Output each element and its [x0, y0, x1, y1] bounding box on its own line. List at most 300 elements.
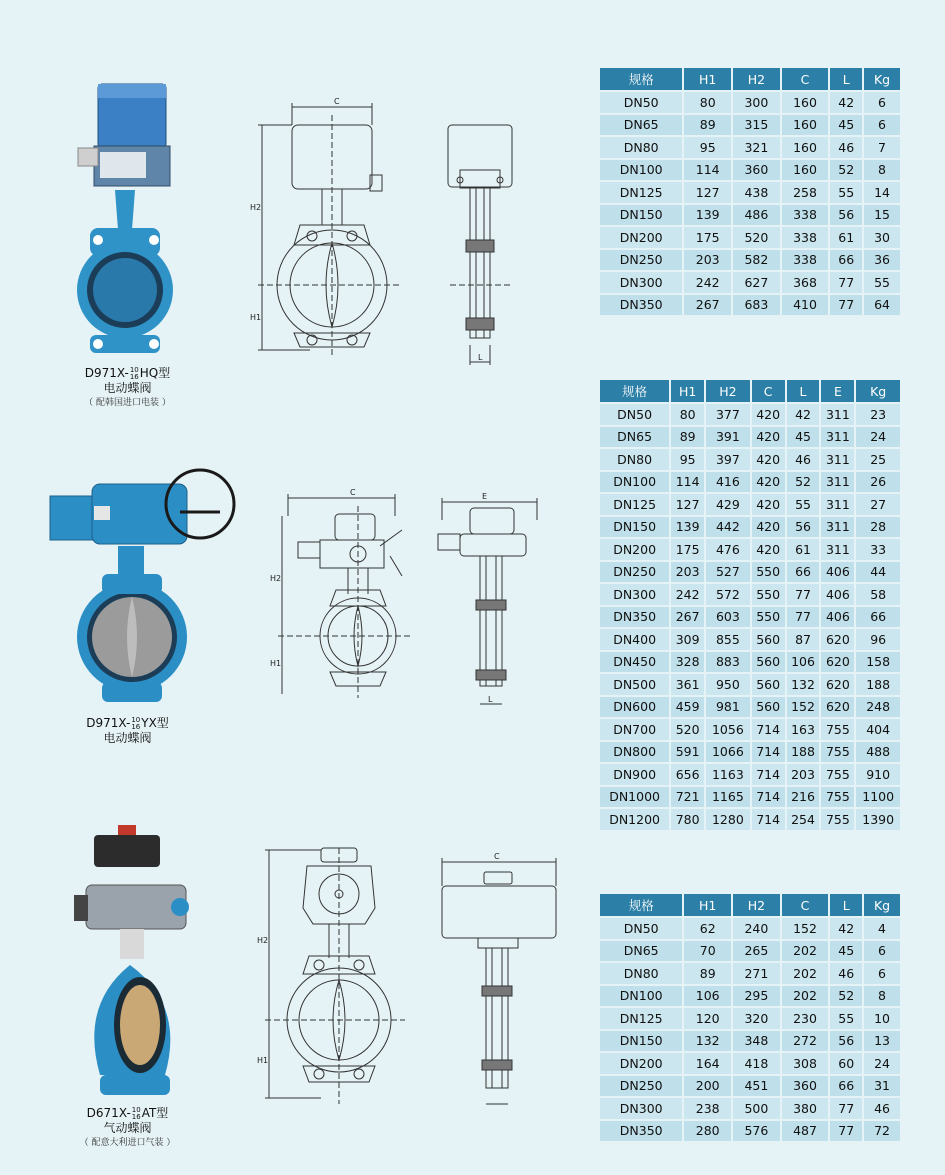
- valve-side-drawing-2: [432, 490, 552, 710]
- dim-c: C: [494, 852, 500, 861]
- table-header-row: [599, 379, 901, 403]
- dim-h2: H2: [257, 936, 269, 945]
- valve-front-drawing-1: [250, 95, 410, 365]
- table-cell: 267: [683, 294, 732, 317]
- table-row: [599, 718, 901, 741]
- pneumatic-valve-photo-3: [70, 825, 195, 1100]
- table-cell: 72: [863, 1120, 901, 1143]
- table-cell: 55: [829, 181, 863, 204]
- table-cell: 451: [732, 1075, 781, 1098]
- table-cell: DN150: [599, 1030, 683, 1053]
- table-cell: 175: [670, 538, 705, 561]
- table-cell: 14: [863, 181, 901, 204]
- table-header-cell: E: [820, 379, 855, 403]
- table-cell: 272: [781, 1030, 830, 1053]
- table-cell: 152: [786, 696, 821, 719]
- table-cell: 163: [786, 718, 821, 741]
- table-header-cell: H1: [670, 379, 705, 403]
- table-cell: 6: [863, 114, 901, 137]
- table-cell: 311: [820, 448, 855, 471]
- table-row: [599, 159, 901, 182]
- table-cell: 755: [820, 808, 855, 831]
- table-header-cell: Kg: [855, 379, 901, 403]
- table-cell: DN600: [599, 696, 670, 719]
- table-row: [599, 471, 901, 494]
- table-cell: 52: [829, 985, 863, 1008]
- table-cell: 56: [829, 204, 863, 227]
- dim-h1: H1: [250, 313, 262, 322]
- table-cell: 64: [863, 294, 901, 317]
- table-cell: 66: [855, 606, 901, 629]
- table-cell: 25: [855, 448, 901, 471]
- table-header-cell: C: [781, 893, 830, 917]
- table-cell: 338: [781, 204, 830, 227]
- table-cell: 160: [781, 114, 830, 137]
- table-cell: 560: [751, 651, 786, 674]
- table-cell: 6: [863, 91, 901, 114]
- table-cell: 265: [732, 940, 781, 963]
- table-row: [599, 651, 901, 674]
- table-cell: 1163: [705, 763, 751, 786]
- table-cell: 55: [863, 271, 901, 294]
- table-cell: 56: [786, 516, 821, 539]
- table-cell: 683: [732, 294, 781, 317]
- table-cell: 56: [829, 1030, 863, 1053]
- table-cell: 476: [705, 538, 751, 561]
- table-cell: 755: [820, 763, 855, 786]
- table-cell: 55: [786, 493, 821, 516]
- table-cell: 46: [863, 1097, 901, 1120]
- table-cell: 520: [732, 226, 781, 249]
- product-name: 气动蝶阀: [103, 1121, 152, 1135]
- table-row: [599, 426, 901, 449]
- table-cell: 406: [820, 583, 855, 606]
- table-cell: 1165: [705, 786, 751, 809]
- table-cell: 216: [786, 786, 821, 809]
- table-cell: DN80: [599, 448, 670, 471]
- table-cell: 42: [786, 403, 821, 426]
- table-cell: DN100: [599, 471, 670, 494]
- table-row: [599, 1075, 901, 1098]
- table-header-cell: 规格: [599, 379, 670, 403]
- table-cell: 500: [732, 1097, 781, 1120]
- table-header-row: [599, 893, 901, 917]
- spec-table-1: [598, 66, 902, 317]
- table-cell: DN450: [599, 651, 670, 674]
- table-cell: DN1200: [599, 808, 670, 831]
- dim-h2: H2: [270, 574, 282, 583]
- dim-l: L: [478, 353, 483, 362]
- table-cell: DN400: [599, 628, 670, 651]
- table-row: [599, 1052, 901, 1075]
- table-cell: 420: [751, 538, 786, 561]
- table-cell: DN100: [599, 985, 683, 1008]
- table-cell: 106: [683, 985, 732, 1008]
- table-cell: 200: [683, 1075, 732, 1098]
- table-row: [599, 962, 901, 985]
- table-cell: 46: [829, 136, 863, 159]
- table-cell: 620: [820, 651, 855, 674]
- table-cell: 721: [670, 786, 705, 809]
- table-row: [599, 493, 901, 516]
- table-cell: 1056: [705, 718, 751, 741]
- table-cell: 89: [683, 114, 732, 137]
- table-row: [599, 1007, 901, 1030]
- table-row: [599, 940, 901, 963]
- table-cell: 420: [751, 471, 786, 494]
- table-header-cell: H2: [732, 67, 781, 91]
- table-cell: 175: [683, 226, 732, 249]
- table-cell: DN350: [599, 1120, 683, 1143]
- table-cell: 406: [820, 561, 855, 584]
- table-cell: DN300: [599, 271, 683, 294]
- product-name: 电动蝶阀: [103, 731, 152, 745]
- table-cell: DN350: [599, 294, 683, 317]
- valve-side-drawing-3: [436, 850, 561, 1110]
- product-note: （ 配韩国进口电装 ）: [84, 398, 171, 408]
- table-cell: 420: [751, 403, 786, 426]
- table-cell: 855: [705, 628, 751, 651]
- table-cell: 1066: [705, 741, 751, 764]
- table-cell: 188: [786, 741, 821, 764]
- table-cell: 7: [863, 136, 901, 159]
- table-cell: 52: [786, 471, 821, 494]
- valve-front-drawing-2: [270, 486, 420, 706]
- dim-h2: H2: [250, 203, 262, 212]
- table-cell: 160: [781, 159, 830, 182]
- table-cell: 139: [683, 204, 732, 227]
- table-header-cell: L: [829, 893, 863, 917]
- table-cell: 45: [829, 114, 863, 137]
- table-cell: 488: [855, 741, 901, 764]
- table-header-cell: C: [751, 379, 786, 403]
- table-cell: 66: [786, 561, 821, 584]
- table-cell: DN80: [599, 136, 683, 159]
- table-cell: DN200: [599, 1052, 683, 1075]
- table-cell: 160: [781, 136, 830, 159]
- table-cell: 258: [781, 181, 830, 204]
- spec-table-3: [598, 892, 902, 1143]
- table-row: [599, 763, 901, 786]
- table-cell: 780: [670, 808, 705, 831]
- table-cell: 202: [781, 985, 830, 1008]
- table-row: [599, 271, 901, 294]
- table-header-cell: 规格: [599, 893, 683, 917]
- table-cell: 77: [829, 1097, 863, 1120]
- table-cell: 442: [705, 516, 751, 539]
- dim-e: E: [482, 492, 488, 501]
- table-cell: 295: [732, 985, 781, 1008]
- table-cell: 1390: [855, 808, 901, 831]
- table-cell: 627: [732, 271, 781, 294]
- model-code: D971X- 10 16 HQ型: [84, 365, 171, 381]
- table-cell: 271: [732, 962, 781, 985]
- table-cell: 127: [683, 181, 732, 204]
- table-cell: 120: [683, 1007, 732, 1030]
- table-cell: 572: [705, 583, 751, 606]
- dim-h1: H1: [270, 659, 282, 668]
- table-cell: 114: [670, 471, 705, 494]
- table-cell: 52: [829, 159, 863, 182]
- table-header-cell: L: [786, 379, 821, 403]
- electric-valve-photo-1: [70, 80, 180, 360]
- valve-front-drawing-3: [255, 848, 415, 1108]
- table-cell: 410: [781, 294, 830, 317]
- table-cell: 406: [820, 606, 855, 629]
- table-cell: 61: [786, 538, 821, 561]
- table-cell: 95: [683, 136, 732, 159]
- table-cell: 127: [670, 493, 705, 516]
- table-cell: 230: [781, 1007, 830, 1030]
- table-header-cell: C: [781, 67, 830, 91]
- table-cell: 95: [670, 448, 705, 471]
- table-cell: 203: [786, 763, 821, 786]
- table-header-cell: H1: [683, 67, 732, 91]
- table-header-cell: H2: [732, 893, 781, 917]
- table-cell: 23: [855, 403, 901, 426]
- table-cell: 380: [781, 1097, 830, 1120]
- table-cell: 96: [855, 628, 901, 651]
- table-cell: 160: [781, 91, 830, 114]
- table-cell: 311: [820, 493, 855, 516]
- table-cell: 202: [781, 962, 830, 985]
- table-row: [599, 403, 901, 426]
- table-cell: 420: [751, 493, 786, 516]
- table-cell: 550: [751, 561, 786, 584]
- table-cell: DN50: [599, 91, 683, 114]
- table-cell: 87: [786, 628, 821, 651]
- table-cell: 89: [683, 962, 732, 985]
- table-cell: 24: [855, 426, 901, 449]
- table-cell: DN200: [599, 538, 670, 561]
- dim-c: C: [350, 488, 356, 497]
- table-header-cell: L: [829, 67, 863, 91]
- table-cell: 438: [732, 181, 781, 204]
- table-header-cell: Kg: [863, 67, 901, 91]
- table-cell: 486: [732, 204, 781, 227]
- table-row: [599, 628, 901, 651]
- table-row: [599, 696, 901, 719]
- table-cell: 981: [705, 696, 751, 719]
- table-cell: 404: [855, 718, 901, 741]
- table-cell: 139: [670, 516, 705, 539]
- table-cell: DN300: [599, 583, 670, 606]
- table-cell: DN800: [599, 741, 670, 764]
- table-cell: DN1000: [599, 786, 670, 809]
- table-row: [599, 249, 901, 272]
- table-cell: 77: [829, 294, 863, 317]
- table-cell: DN250: [599, 249, 683, 272]
- table-cell: 44: [855, 561, 901, 584]
- table-cell: DN150: [599, 516, 670, 539]
- table-row: [599, 91, 901, 114]
- table-cell: 55: [829, 1007, 863, 1030]
- table-cell: 62: [683, 917, 732, 940]
- table-cell: DN900: [599, 763, 670, 786]
- table-cell: 311: [820, 471, 855, 494]
- table-row: [599, 583, 901, 606]
- table-cell: 315: [732, 114, 781, 137]
- table-cell: 755: [820, 718, 855, 741]
- product-name: 电动蝶阀: [103, 381, 152, 395]
- table-cell: 114: [683, 159, 732, 182]
- pressure-fraction: 10 16: [129, 365, 139, 381]
- table-cell: 46: [829, 962, 863, 985]
- table-cell: 338: [781, 226, 830, 249]
- table-cell: 280: [683, 1120, 732, 1143]
- table-cell: 203: [670, 561, 705, 584]
- table-cell: 66: [829, 249, 863, 272]
- table-header-cell: 规格: [599, 67, 683, 91]
- table-cell: 242: [683, 271, 732, 294]
- table-cell: 576: [732, 1120, 781, 1143]
- electric-valve-photo-2: [42, 462, 222, 707]
- table-cell: 248: [855, 696, 901, 719]
- table-cell: 30: [863, 226, 901, 249]
- valve-side-drawing-1: [440, 120, 520, 370]
- table-cell: DN250: [599, 561, 670, 584]
- table-header-row: [599, 67, 901, 91]
- table-cell: 80: [683, 91, 732, 114]
- table-cell: 13: [863, 1030, 901, 1053]
- model-code: D971X- 10 16 YX型: [86, 715, 169, 731]
- table-cell: 300: [732, 91, 781, 114]
- table-cell: 714: [751, 763, 786, 786]
- table-cell: 487: [781, 1120, 830, 1143]
- table-cell: 420: [751, 516, 786, 539]
- table-cell: 420: [751, 426, 786, 449]
- table-cell: 377: [705, 403, 751, 426]
- table-row: [599, 786, 901, 809]
- table-cell: 560: [751, 673, 786, 696]
- table-row: [599, 808, 901, 831]
- table-cell: 45: [829, 940, 863, 963]
- table-row: [599, 516, 901, 539]
- table-cell: DN125: [599, 493, 670, 516]
- table-cell: DN300: [599, 1097, 683, 1120]
- table-cell: 77: [829, 1120, 863, 1143]
- table-cell: 238: [683, 1097, 732, 1120]
- table-cell: 338: [781, 249, 830, 272]
- table-row: [599, 985, 901, 1008]
- table-cell: DN65: [599, 426, 670, 449]
- table-cell: 1280: [705, 808, 751, 831]
- table-cell: 106: [786, 651, 821, 674]
- product-caption-1: [60, 366, 195, 411]
- table-cell: 203: [683, 249, 732, 272]
- table-cell: DN250: [599, 1075, 683, 1098]
- table-cell: 348: [732, 1030, 781, 1053]
- table-cell: 320: [732, 1007, 781, 1030]
- spec-table-2: [598, 378, 902, 832]
- table-cell: 418: [732, 1052, 781, 1075]
- table-cell: 883: [705, 651, 751, 674]
- table-cell: 158: [855, 651, 901, 674]
- product-caption-2: [60, 716, 195, 746]
- table-row: [599, 741, 901, 764]
- table-cell: 164: [683, 1052, 732, 1075]
- table-cell: DN100: [599, 159, 683, 182]
- table-cell: 591: [670, 741, 705, 764]
- table-cell: 416: [705, 471, 751, 494]
- table-cell: 582: [732, 249, 781, 272]
- table-cell: 308: [781, 1052, 830, 1075]
- table-row: [599, 181, 901, 204]
- table-cell: 656: [670, 763, 705, 786]
- table-cell: 66: [829, 1075, 863, 1098]
- pressure-fraction: 10 16: [131, 715, 141, 731]
- table-cell: 15: [863, 204, 901, 227]
- table-cell: 89: [670, 426, 705, 449]
- table-cell: 459: [670, 696, 705, 719]
- table-cell: 36: [863, 249, 901, 272]
- table-cell: DN80: [599, 962, 683, 985]
- table-cell: 202: [781, 940, 830, 963]
- table-row: [599, 606, 901, 629]
- table-cell: 520: [670, 718, 705, 741]
- table-cell: 620: [820, 628, 855, 651]
- table-row: [599, 448, 901, 471]
- table-cell: 910: [855, 763, 901, 786]
- table-cell: 28: [855, 516, 901, 539]
- table-row: [599, 1120, 901, 1143]
- model-code: D671X- 10 16 AT型: [86, 1105, 169, 1121]
- table-cell: 8: [863, 985, 901, 1008]
- table-cell: 620: [820, 696, 855, 719]
- table-cell: 267: [670, 606, 705, 629]
- table-cell: DN65: [599, 114, 683, 137]
- table-row: [599, 1097, 901, 1120]
- table-cell: 254: [786, 808, 821, 831]
- table-cell: 80: [670, 403, 705, 426]
- table-cell: 6: [863, 962, 901, 985]
- table-cell: 77: [829, 271, 863, 294]
- table-cell: 321: [732, 136, 781, 159]
- table-row: [599, 294, 901, 317]
- table-cell: DN500: [599, 673, 670, 696]
- table-cell: 311: [820, 538, 855, 561]
- table-cell: 311: [820, 516, 855, 539]
- table-cell: 132: [786, 673, 821, 696]
- table-cell: 714: [751, 718, 786, 741]
- table-cell: 10: [863, 1007, 901, 1030]
- table-cell: 1100: [855, 786, 901, 809]
- table-header-cell: Kg: [863, 893, 901, 917]
- table-row: [599, 673, 901, 696]
- table-cell: 550: [751, 606, 786, 629]
- dim-h1: H1: [257, 1056, 269, 1065]
- table-cell: 755: [820, 741, 855, 764]
- table-row: [599, 204, 901, 227]
- table-cell: 61: [829, 226, 863, 249]
- table-cell: 560: [751, 628, 786, 651]
- dim-l: L: [488, 695, 493, 704]
- table-header-cell: H2: [705, 379, 751, 403]
- table-cell: 714: [751, 741, 786, 764]
- table-cell: 420: [751, 448, 786, 471]
- table-cell: DN50: [599, 403, 670, 426]
- table-cell: 70: [683, 940, 732, 963]
- table-cell: 42: [829, 91, 863, 114]
- table-row: [599, 226, 901, 249]
- table-cell: 42: [829, 917, 863, 940]
- table-cell: DN50: [599, 917, 683, 940]
- table-cell: 311: [820, 426, 855, 449]
- table-cell: 6: [863, 940, 901, 963]
- table-cell: 4: [863, 917, 901, 940]
- table-cell: DN350: [599, 606, 670, 629]
- table-cell: 240: [732, 917, 781, 940]
